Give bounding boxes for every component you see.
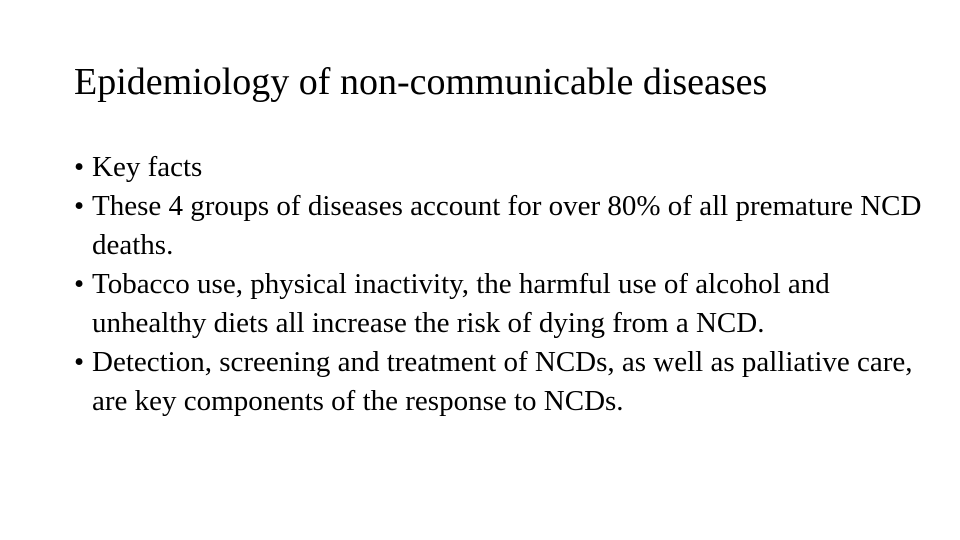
bullet-text: Detection, screening and treatment of NCDs, as well as palliative care, are key components of the response to NCDs. (92, 346, 913, 417)
bullet-list (74, 148, 934, 421)
bullet-text: Tobacco use, physical inactivity, the harmful use of alcohol and unhealthy diets all increase the risk of dying from a NCD. (92, 268, 830, 339)
bullet-marker-icon: • (74, 346, 85, 378)
bullet-marker-icon: • (74, 151, 85, 183)
bullet-marker-icon: • (74, 190, 85, 222)
bullet-item-response (74, 343, 934, 421)
bullet-item-ncd-groups (74, 187, 934, 265)
bullet-item-risk-factors (74, 265, 934, 343)
bullet-text: These 4 groups of diseases account for over 80% of all premature NCD deaths. (92, 190, 922, 261)
bullet-marker-icon: • (74, 268, 85, 300)
slide-title: Epidemiology of non-communicable diseases (74, 61, 768, 103)
bullet-item-key-facts (74, 148, 934, 187)
bullet-text: Key facts (92, 151, 203, 183)
